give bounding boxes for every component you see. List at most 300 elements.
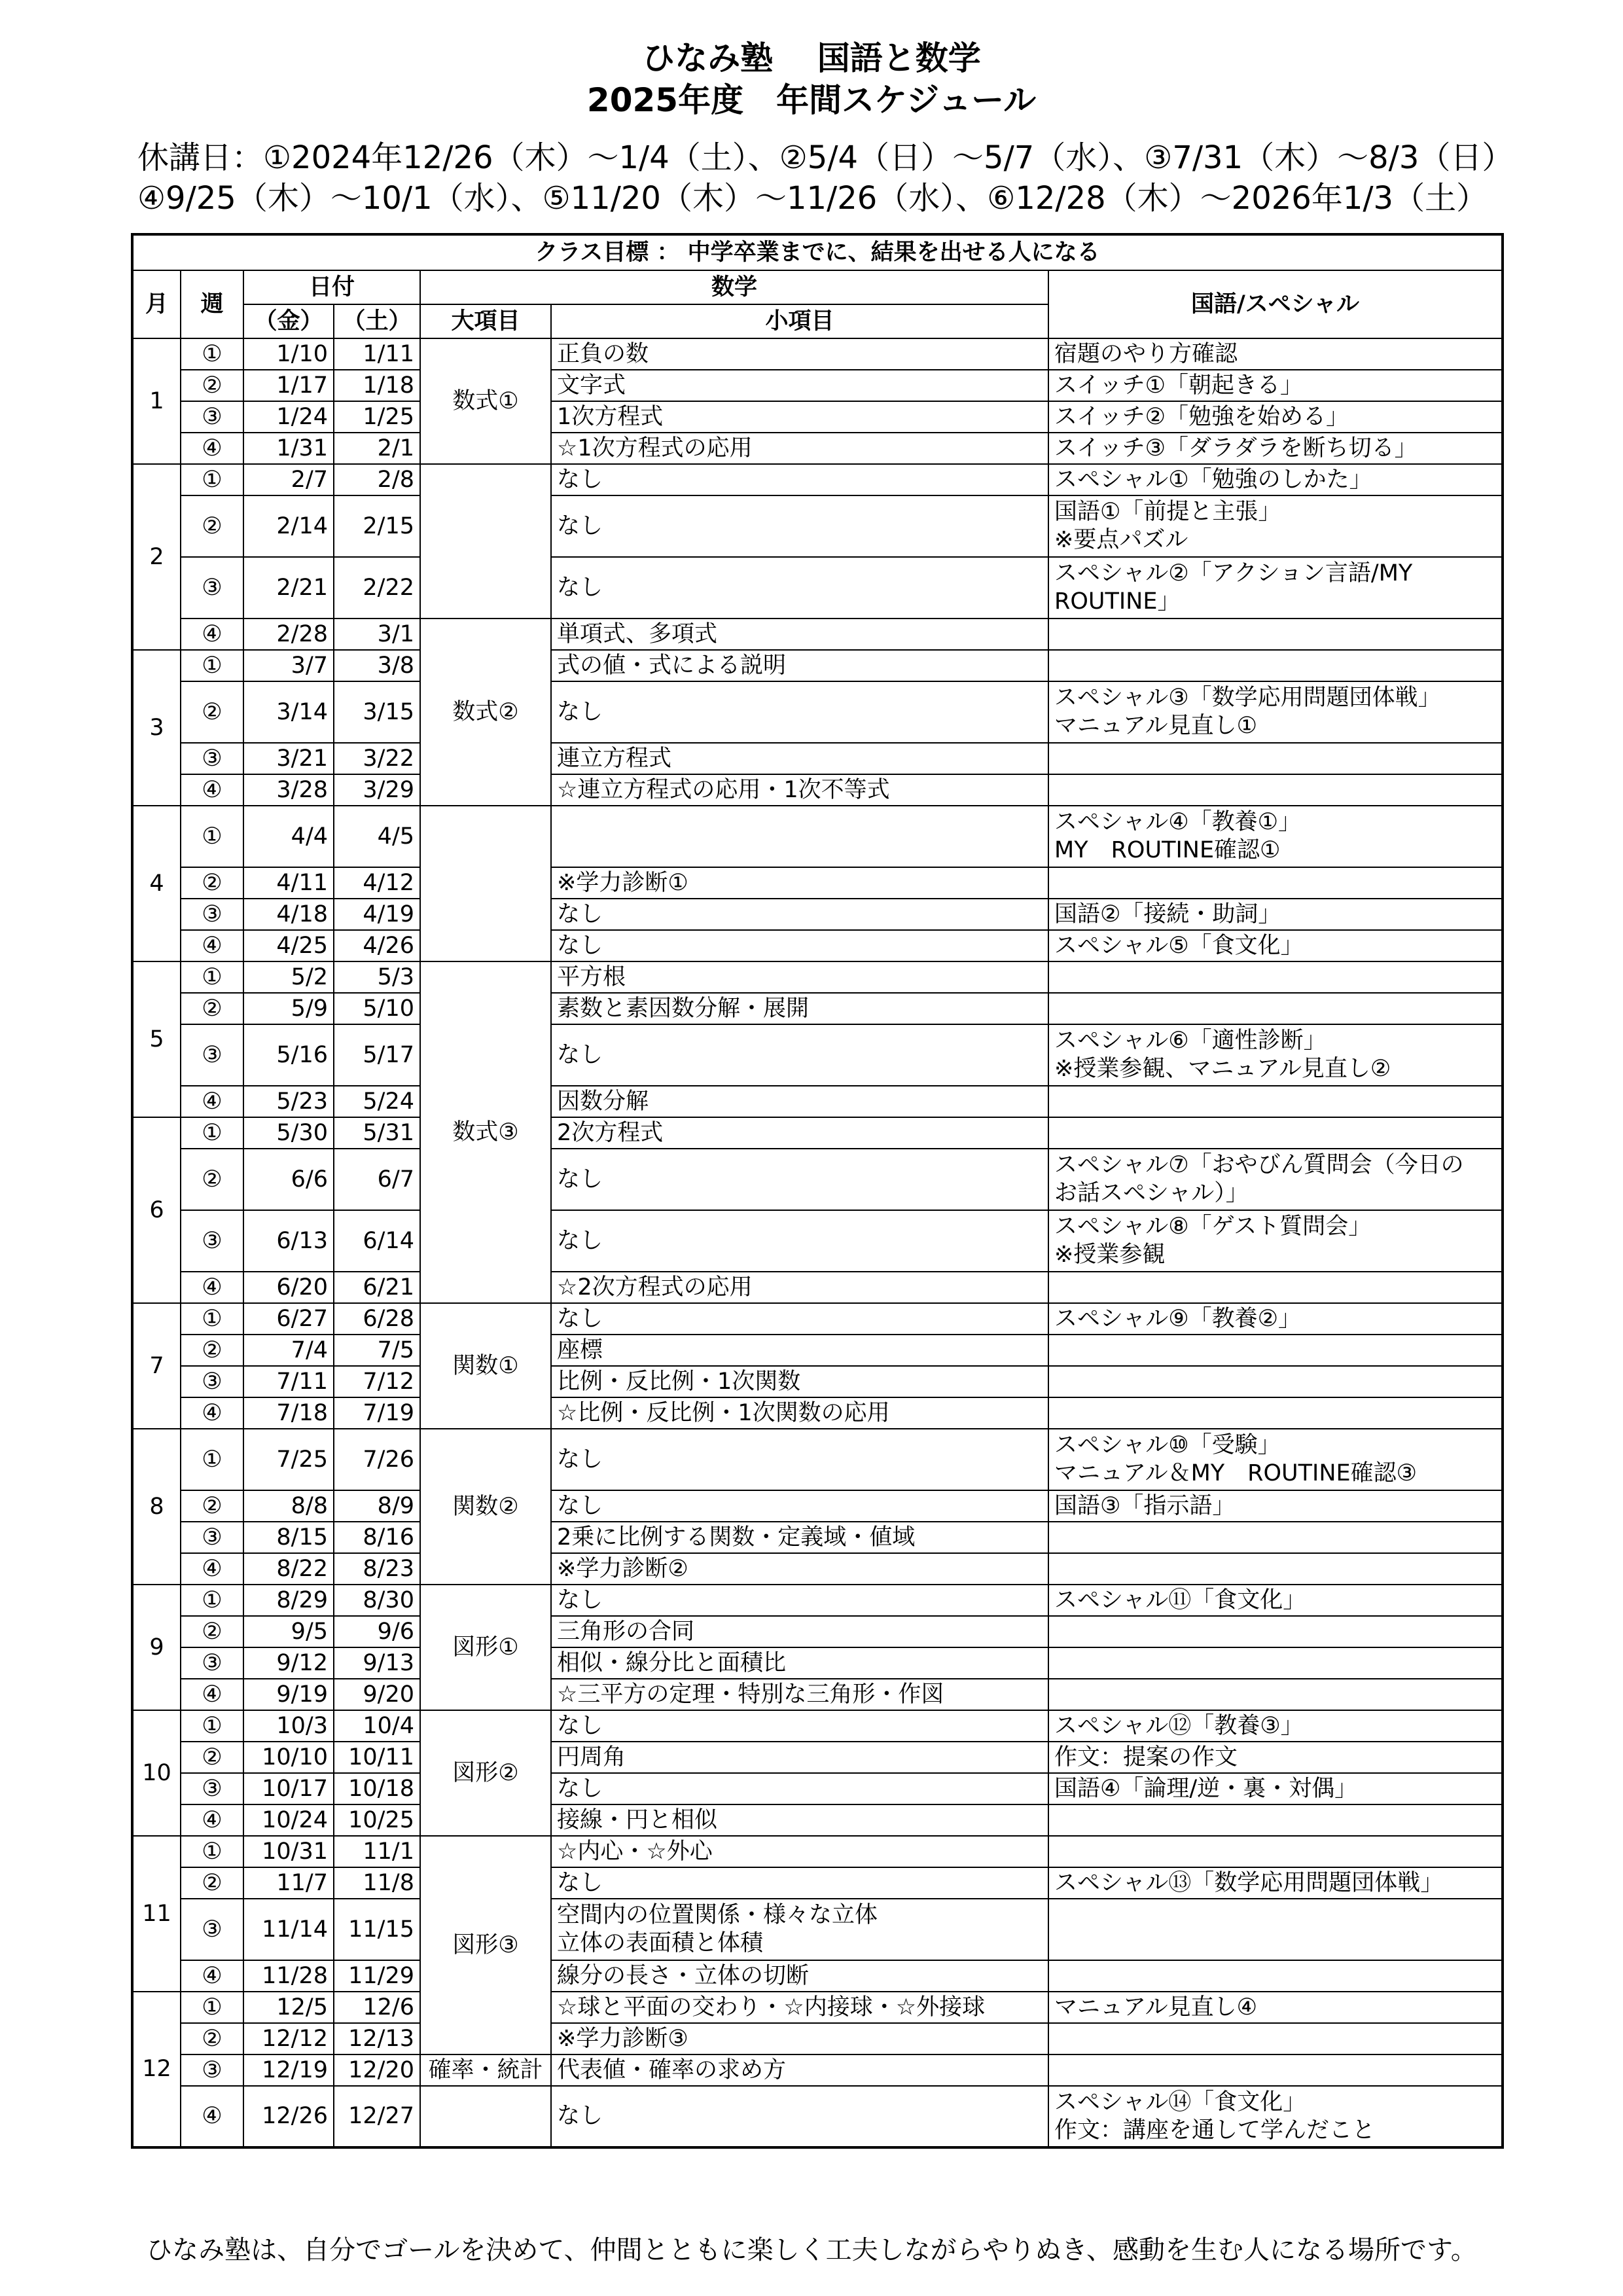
date-sat-cell: 1/11 <box>334 338 420 370</box>
header-sat: （土） <box>334 304 420 338</box>
week-cell: ② <box>181 2023 243 2054</box>
week-cell: ④ <box>181 1086 243 1117</box>
minor-topic-cell: なし <box>551 1710 1048 1742</box>
minor-topic-cell: なし <box>551 1429 1048 1490</box>
table-row <box>132 961 1503 993</box>
date-sat-cell: 2/1 <box>334 433 420 464</box>
date-fri-cell: 4/4 <box>243 806 334 867</box>
minor-topic-cell: なし <box>551 464 1048 495</box>
minor-topic-cell: 正負の数 <box>551 338 1048 370</box>
table-row <box>132 1867 1503 1899</box>
header-kokugo: 国語/スペシャル <box>1048 270 1503 338</box>
date-fri-cell: 11/7 <box>243 1867 334 1899</box>
week-cell: ④ <box>181 774 243 806</box>
month-cell: 6 <box>132 1117 181 1303</box>
kokugo-special-cell: 宿題のやり方確認 <box>1048 338 1503 370</box>
minor-topic-cell: 2乗に比例する関数・定義域・値域 <box>551 1522 1048 1553</box>
date-sat-cell: 11/29 <box>334 1960 420 1992</box>
minor-topic-cell: ※学力診断③ <box>551 2023 1048 2054</box>
date-sat-cell: 10/25 <box>334 1804 420 1836</box>
week-cell: ④ <box>181 433 243 464</box>
date-sat-cell: 3/15 <box>334 681 420 743</box>
minor-topic-cell: なし <box>551 681 1048 743</box>
kokugo-special-cell <box>1048 2054 1503 2086</box>
table-row <box>132 1117 1503 1149</box>
week-cell: ② <box>181 993 243 1024</box>
week-cell: ③ <box>181 1647 243 1679</box>
table-row <box>132 1429 1503 1490</box>
month-cell: 2 <box>132 464 181 650</box>
minor-topic-cell: なし <box>551 1210 1048 1272</box>
date-sat-cell: 6/14 <box>334 1210 420 1272</box>
date-sat-cell: 10/4 <box>334 1710 420 1742</box>
minor-topic-cell: なし <box>551 1303 1048 1335</box>
kokugo-special-cell <box>1048 650 1503 681</box>
kokugo-special-cell: マニュアル見直し④ <box>1048 1992 1503 2023</box>
date-fri-cell: 4/18 <box>243 899 334 930</box>
schedule-body <box>132 338 1503 2147</box>
minor-topic-cell: なし <box>551 2086 1048 2147</box>
table-row <box>132 1616 1503 1647</box>
table-row <box>132 1804 1503 1836</box>
week-cell: ② <box>181 370 243 401</box>
table-row <box>132 619 1503 650</box>
date-fri-cell: 7/4 <box>243 1335 334 1366</box>
major-topic-cell: 関数① <box>420 1303 551 1429</box>
kokugo-special-cell: スペシャル④「教養①」 MY ROUTINE確認① <box>1048 806 1503 867</box>
week-cell: ① <box>181 961 243 993</box>
month-cell: 8 <box>132 1429 181 1585</box>
date-fri-cell: 1/24 <box>243 401 334 433</box>
minor-topic-cell: 円周角 <box>551 1742 1048 1773</box>
date-sat-cell: 4/26 <box>334 930 420 961</box>
minor-topic-cell: ☆三平方の定理・特別な三角形・作図 <box>551 1679 1048 1710</box>
date-fri-cell: 10/31 <box>243 1836 334 1867</box>
minor-topic-cell: 比例・反比例・1次関数 <box>551 1366 1048 1397</box>
month-cell: 7 <box>132 1303 181 1429</box>
kokugo-special-cell <box>1048 1335 1503 1366</box>
date-fri-cell: 10/10 <box>243 1742 334 1773</box>
table-row <box>132 899 1503 930</box>
table-row <box>132 1086 1503 1117</box>
table-row <box>132 993 1503 1024</box>
week-cell: ④ <box>181 1679 243 1710</box>
page-subtitle: 2025年度 年間スケジュール <box>586 81 1037 119</box>
class-goal: クラス目標 ： 中学卒業までに、結果を出せる人になる <box>132 234 1503 270</box>
major-topic-cell: 図形① <box>420 1585 551 1710</box>
kokugo-special-cell: スイッチ②「勉強を始める」 <box>1048 401 1503 433</box>
date-sat-cell: 6/28 <box>334 1303 420 1335</box>
date-sat-cell: 9/20 <box>334 1679 420 1710</box>
kokugo-special-cell: スペシャル②「アクション言語/MY ROUTINE」 <box>1048 557 1503 619</box>
date-fri-cell: 10/17 <box>243 1773 334 1804</box>
kokugo-special-cell <box>1048 1272 1503 1303</box>
minor-topic-cell: なし <box>551 930 1048 961</box>
week-cell: ④ <box>181 930 243 961</box>
kokugo-special-cell: スイッチ①「朝起きる」 <box>1048 370 1503 401</box>
kokugo-special-cell <box>1048 1397 1503 1429</box>
kokugo-special-cell <box>1048 1836 1503 1867</box>
header-date: 日付 <box>243 270 420 304</box>
week-cell: ② <box>181 1616 243 1647</box>
week-cell: ④ <box>181 1272 243 1303</box>
kokugo-special-cell <box>1048 1366 1503 1397</box>
table-row <box>132 1210 1503 1272</box>
minor-topic-cell: なし <box>551 1585 1048 1616</box>
major-topic-cell: 関数② <box>420 1429 551 1585</box>
date-sat-cell: 8/16 <box>334 1522 420 1553</box>
table-row <box>132 2086 1503 2147</box>
table-row <box>132 743 1503 774</box>
kokugo-special-cell: スペシャル⑧「ゲスト質問会」 ※授業参観 <box>1048 1210 1503 1272</box>
kokugo-special-cell: スペシャル⑫「教養③」 <box>1048 1710 1503 1742</box>
table-row <box>132 930 1503 961</box>
date-sat-cell: 11/1 <box>334 1836 420 1867</box>
minor-topic-cell: なし <box>551 1024 1048 1086</box>
table-row <box>132 557 1503 619</box>
kokugo-special-cell: 国語①「前提と主張」 ※要点パズル <box>1048 495 1503 557</box>
table-row <box>132 1553 1503 1585</box>
date-sat-cell: 7/19 <box>334 1397 420 1429</box>
date-fri-cell: 7/25 <box>243 1429 334 1490</box>
minor-topic-cell: 相似・線分比と面積比 <box>551 1647 1048 1679</box>
date-fri-cell: 3/21 <box>243 743 334 774</box>
kokugo-special-cell <box>1048 1522 1503 1553</box>
date-sat-cell: 10/18 <box>334 1773 420 1804</box>
date-fri-cell: 1/17 <box>243 370 334 401</box>
date-sat-cell: 2/8 <box>334 464 420 495</box>
week-cell: ③ <box>181 1210 243 1272</box>
date-fri-cell: 2/7 <box>243 464 334 495</box>
table-row <box>132 2054 1503 2086</box>
table-row <box>132 1397 1503 1429</box>
date-sat-cell: 11/8 <box>334 1867 420 1899</box>
week-cell: ③ <box>181 899 243 930</box>
week-cell: ① <box>181 1585 243 1616</box>
header-minor: 小項目 <box>551 304 1048 338</box>
week-cell: ① <box>181 806 243 867</box>
date-fri-cell: 11/28 <box>243 1960 334 1992</box>
week-cell: ② <box>181 1149 243 1210</box>
date-fri-cell: 2/14 <box>243 495 334 557</box>
date-fri-cell: 5/9 <box>243 993 334 1024</box>
minor-topic-cell: ※学力診断② <box>551 1553 1048 1585</box>
date-fri-cell: 12/26 <box>243 2086 334 2147</box>
date-sat-cell: 3/1 <box>334 619 420 650</box>
table-row <box>132 401 1503 433</box>
week-cell: ① <box>181 338 243 370</box>
minor-topic-cell: なし <box>551 557 1048 619</box>
header-major: 大項目 <box>420 304 551 338</box>
date-fri-cell: 12/5 <box>243 1992 334 2023</box>
date-fri-cell: 10/3 <box>243 1710 334 1742</box>
date-sat-cell: 3/29 <box>334 774 420 806</box>
kokugo-special-cell <box>1048 1086 1503 1117</box>
kokugo-special-cell: 国語④「論理/逆・裏・対偶」 <box>1048 1773 1503 1804</box>
date-sat-cell: 8/23 <box>334 1553 420 1585</box>
page-title: ひなみ塾 国語と数学 <box>642 39 981 77</box>
date-sat-cell: 10/11 <box>334 1742 420 1773</box>
table-row <box>132 1303 1503 1335</box>
week-cell: ① <box>181 1992 243 2023</box>
table-row <box>132 867 1503 899</box>
table-row <box>132 2023 1503 2054</box>
holiday-line-2: ④9/25（木）～10/1（水）、⑤11/20（木）～11/26（水）、⑥12/28（木）～2026年1/3（土） <box>137 180 1488 217</box>
minor-topic-cell <box>551 806 1048 867</box>
date-fri-cell: 12/12 <box>243 2023 334 2054</box>
date-sat-cell: 9/6 <box>334 1616 420 1647</box>
minor-topic-cell: ☆球と平面の交わり・☆内接球・☆外接球 <box>551 1992 1048 2023</box>
kokugo-special-cell: 国語②「接続・助詞」 <box>1048 899 1503 930</box>
date-sat-cell: 1/18 <box>334 370 420 401</box>
date-sat-cell: 7/12 <box>334 1366 420 1397</box>
date-fri-cell: 1/31 <box>243 433 334 464</box>
table-row <box>132 681 1503 743</box>
table-row <box>132 370 1503 401</box>
week-cell: ① <box>181 1303 243 1335</box>
date-sat-cell: 3/8 <box>334 650 420 681</box>
date-fri-cell: 7/11 <box>243 1366 334 1397</box>
minor-topic-cell: 素数と素因数分解・展開 <box>551 993 1048 1024</box>
date-sat-cell: 5/31 <box>334 1117 420 1149</box>
week-cell: ② <box>181 1867 243 1899</box>
kokugo-special-cell: スペシャル③「数学応用問題団体戦」 マニュアル見直し① <box>1048 681 1503 743</box>
major-topic-cell: 数式③ <box>420 961 551 1303</box>
kokugo-special-cell <box>1048 1553 1503 1585</box>
minor-topic-cell: 空間内の位置関係・様々な立体 立体の表面積と体積 <box>551 1899 1048 1960</box>
kokugo-special-cell <box>1048 743 1503 774</box>
date-sat-cell: 2/22 <box>334 557 420 619</box>
kokugo-special-cell: スペシャル⑦「おやびん質問会（今日の お話スペシャル）」 <box>1048 1149 1503 1210</box>
table-row <box>132 1490 1503 1522</box>
kokugo-special-cell <box>1048 1899 1503 1960</box>
week-cell: ① <box>181 650 243 681</box>
minor-topic-cell: 代表値・確率の求め方 <box>551 2054 1048 2086</box>
kokugo-special-cell: スペシャル⑥「適性診断」 ※授業参観、マニュアル見直し② <box>1048 1024 1503 1086</box>
minor-topic-cell: 平方根 <box>551 961 1048 993</box>
date-sat-cell: 11/15 <box>334 1899 420 1960</box>
major-topic-cell: 数式① <box>420 338 551 464</box>
month-cell: 11 <box>132 1836 181 1992</box>
minor-topic-cell: 線分の長さ・立体の切断 <box>551 1960 1048 1992</box>
minor-topic-cell: なし <box>551 1867 1048 1899</box>
date-sat-cell: 5/3 <box>334 961 420 993</box>
major-topic-cell <box>420 806 551 961</box>
kokugo-special-cell: スペシャル①「勉強のしかた」 <box>1048 464 1503 495</box>
table-row <box>132 495 1503 557</box>
kokugo-special-cell: 国語③「指示語」 <box>1048 1490 1503 1522</box>
date-sat-cell: 4/12 <box>334 867 420 899</box>
kokugo-special-cell <box>1048 1117 1503 1149</box>
header-fri: （金） <box>243 304 334 338</box>
date-fri-cell: 11/14 <box>243 1899 334 1960</box>
minor-topic-cell: なし <box>551 1490 1048 1522</box>
date-fri-cell: 9/5 <box>243 1616 334 1647</box>
kokugo-special-cell <box>1048 1960 1503 1992</box>
date-sat-cell: 12/6 <box>334 1992 420 2023</box>
minor-topic-cell: ☆比例・反比例・1次関数の応用 <box>551 1397 1048 1429</box>
date-sat-cell: 6/21 <box>334 1272 420 1303</box>
minor-topic-cell: 座標 <box>551 1335 1048 1366</box>
week-cell: ④ <box>181 619 243 650</box>
footer-motto: ひなみ塾は、自分でゴールを決めて、仲間とともに楽しく工夫しながらやりぬき、感動を生む人になる場所です。 <box>146 2235 1477 2265</box>
table-row <box>132 806 1503 867</box>
date-fri-cell: 9/12 <box>243 1647 334 1679</box>
week-cell: ② <box>181 1335 243 1366</box>
table-row <box>132 1679 1503 1710</box>
week-cell: ① <box>181 464 243 495</box>
date-fri-cell: 12/19 <box>243 2054 334 2086</box>
major-topic-cell: 図形③ <box>420 1836 551 2054</box>
date-fri-cell: 5/16 <box>243 1024 334 1086</box>
minor-topic-cell: ☆内心・☆外心 <box>551 1836 1048 1867</box>
date-fri-cell: 2/28 <box>243 619 334 650</box>
header-month: 月 <box>132 270 181 338</box>
week-cell: ① <box>181 1117 243 1149</box>
week-cell: ② <box>181 495 243 557</box>
date-fri-cell: 7/18 <box>243 1397 334 1429</box>
kokugo-special-cell: スペシャル⑩「受験」 マニュアル＆MY ROUTINE確認③ <box>1048 1429 1503 1490</box>
date-fri-cell: 6/13 <box>243 1210 334 1272</box>
date-sat-cell: 8/9 <box>334 1490 420 1522</box>
week-cell: ④ <box>181 1804 243 1836</box>
date-fri-cell: 5/23 <box>243 1086 334 1117</box>
minor-topic-cell: ☆連立方程式の応用・1次不等式 <box>551 774 1048 806</box>
kokugo-special-cell <box>1048 867 1503 899</box>
week-cell: ② <box>181 1490 243 1522</box>
table-row <box>132 338 1503 370</box>
week-cell: ③ <box>181 1024 243 1086</box>
date-sat-cell: 4/19 <box>334 899 420 930</box>
week-cell: ④ <box>181 1397 243 1429</box>
minor-topic-cell: なし <box>551 899 1048 930</box>
week-cell: ③ <box>181 557 243 619</box>
table-row <box>132 1366 1503 1397</box>
minor-topic-cell: なし <box>551 495 1048 557</box>
month-cell: 12 <box>132 1992 181 2147</box>
date-fri-cell: 4/11 <box>243 867 334 899</box>
table-row <box>132 1585 1503 1616</box>
kokugo-special-cell: スペシャル⑭「食文化」 作文：講座を通して学んだこと <box>1048 2086 1503 2147</box>
week-cell: ③ <box>181 2054 243 2086</box>
date-fri-cell: 1/10 <box>243 338 334 370</box>
major-topic-cell: 図形② <box>420 1710 551 1836</box>
date-fri-cell: 6/27 <box>243 1303 334 1335</box>
date-fri-cell: 3/14 <box>243 681 334 743</box>
minor-topic-cell: 2次方程式 <box>551 1117 1048 1149</box>
major-topic-cell <box>420 464 551 619</box>
date-sat-cell: 12/27 <box>334 2086 420 2147</box>
minor-topic-cell: なし <box>551 1149 1048 1210</box>
date-fri-cell: 4/25 <box>243 930 334 961</box>
date-sat-cell: 5/24 <box>334 1086 420 1117</box>
table-row <box>132 1773 1503 1804</box>
week-cell: ② <box>181 681 243 743</box>
table-row <box>132 1836 1503 1867</box>
table-row <box>132 1710 1503 1742</box>
kokugo-special-cell <box>1048 2023 1503 2054</box>
date-fri-cell: 8/15 <box>243 1522 334 1553</box>
date-sat-cell: 12/20 <box>334 2054 420 2086</box>
minor-topic-cell: 因数分解 <box>551 1086 1048 1117</box>
date-fri-cell: 6/6 <box>243 1149 334 1210</box>
kokugo-special-cell <box>1048 961 1503 993</box>
minor-topic-cell: なし <box>551 1773 1048 1804</box>
date-fri-cell: 3/7 <box>243 650 334 681</box>
kokugo-special-cell: スペシャル⑬「数学応用問題団体戦」 <box>1048 1867 1503 1899</box>
table-row <box>132 1335 1503 1366</box>
table-row <box>132 1522 1503 1553</box>
kokugo-special-cell: スペシャル⑤「食文化」 <box>1048 930 1503 961</box>
schedule-table <box>131 233 1504 2149</box>
minor-topic-cell: ※学力診断① <box>551 867 1048 899</box>
month-cell: 10 <box>132 1710 181 1836</box>
date-fri-cell: 8/29 <box>243 1585 334 1616</box>
week-cell: ④ <box>181 1553 243 1585</box>
minor-topic-cell: 接線・円と相似 <box>551 1804 1048 1836</box>
date-sat-cell: 5/10 <box>334 993 420 1024</box>
table-row <box>132 774 1503 806</box>
minor-topic-cell: 単項式、多項式 <box>551 619 1048 650</box>
major-topic-cell: 確率・統計 <box>420 2054 551 2086</box>
table-row <box>132 650 1503 681</box>
holiday-line-1: 休講日：①2024年12/26（木）～1/4（土）、②5/4（日）～5/7（水）、③7/31（木）～8/3（日） <box>137 139 1514 176</box>
date-fri-cell: 9/19 <box>243 1679 334 1710</box>
minor-topic-cell: 連立方程式 <box>551 743 1048 774</box>
week-cell: ① <box>181 1836 243 1867</box>
table-row <box>132 464 1503 495</box>
table-row <box>132 1024 1503 1086</box>
date-sat-cell: 1/25 <box>334 401 420 433</box>
minor-topic-cell: 文字式 <box>551 370 1048 401</box>
table-row <box>132 1647 1503 1679</box>
week-cell: ② <box>181 867 243 899</box>
month-cell: 1 <box>132 338 181 464</box>
date-sat-cell: 4/5 <box>334 806 420 867</box>
table-row <box>132 1960 1503 1992</box>
month-cell: 5 <box>132 961 181 1117</box>
week-cell: ③ <box>181 1522 243 1553</box>
minor-topic-cell: 三角形の合同 <box>551 1616 1048 1647</box>
date-fri-cell: 8/8 <box>243 1490 334 1522</box>
date-sat-cell: 7/26 <box>334 1429 420 1490</box>
kokugo-special-cell <box>1048 1616 1503 1647</box>
date-sat-cell: 12/13 <box>334 2023 420 2054</box>
week-cell: ③ <box>181 1899 243 1960</box>
table-row <box>132 433 1503 464</box>
major-topic-cell <box>420 2086 551 2147</box>
date-sat-cell: 7/5 <box>334 1335 420 1366</box>
date-fri-cell: 5/2 <box>243 961 334 993</box>
week-cell: ③ <box>181 401 243 433</box>
table-row <box>132 1899 1503 1960</box>
kokugo-special-cell: スイッチ③「ダラダラを断ち切る」 <box>1048 433 1503 464</box>
kokugo-special-cell <box>1048 1804 1503 1836</box>
header-math: 数学 <box>420 270 1048 304</box>
date-sat-cell: 5/17 <box>334 1024 420 1086</box>
date-fri-cell: 6/20 <box>243 1272 334 1303</box>
minor-topic-cell: ☆1次方程式の応用 <box>551 433 1048 464</box>
date-fri-cell: 8/22 <box>243 1553 334 1585</box>
week-cell: ② <box>181 1742 243 1773</box>
table-row <box>132 1992 1503 2023</box>
kokugo-special-cell <box>1048 619 1503 650</box>
month-cell: 3 <box>132 650 181 806</box>
date-fri-cell: 3/28 <box>243 774 334 806</box>
kokugo-special-cell: スペシャル⑨「教養②」 <box>1048 1303 1503 1335</box>
week-cell: ④ <box>181 1960 243 1992</box>
table-row <box>132 1742 1503 1773</box>
